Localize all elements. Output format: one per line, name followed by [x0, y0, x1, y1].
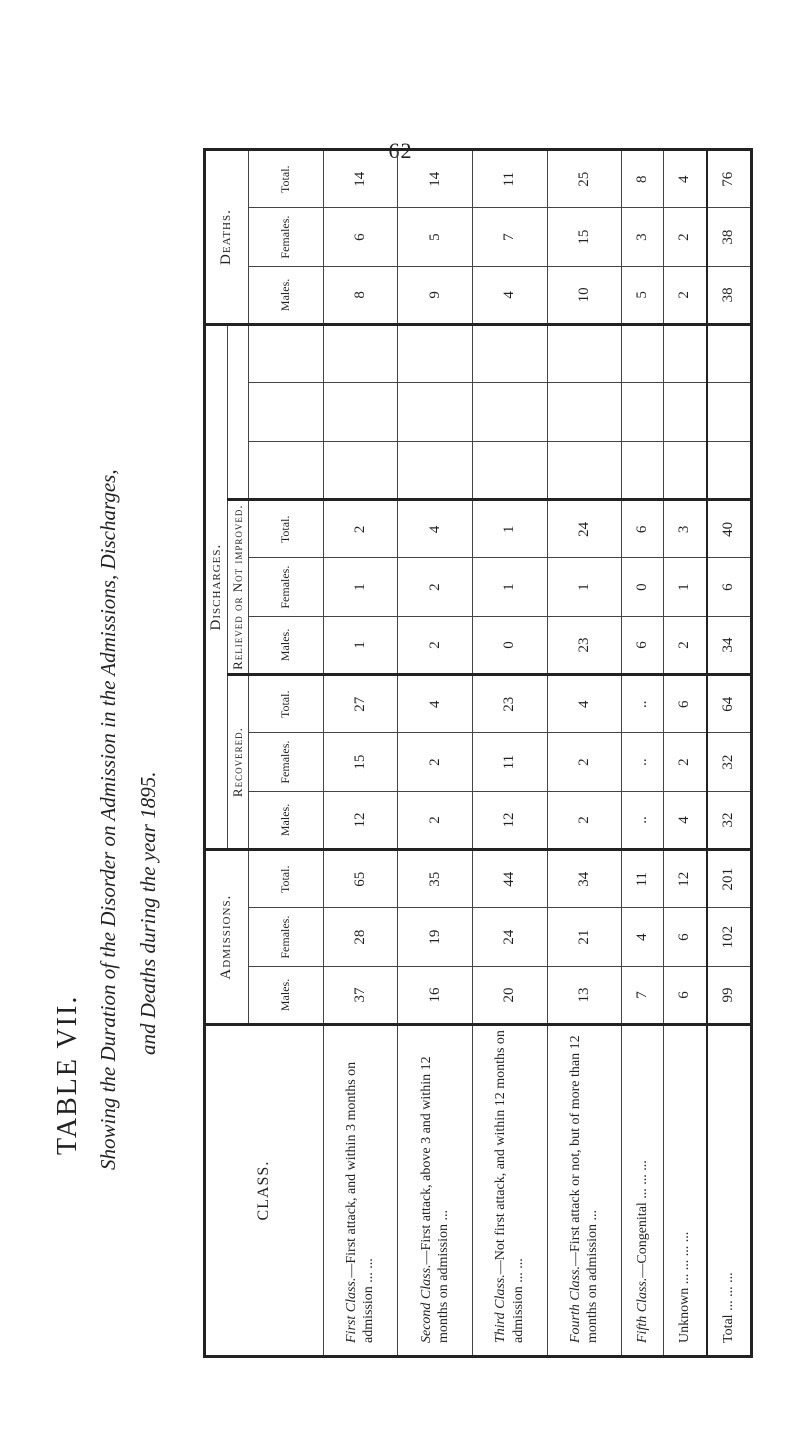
deaths-males-label: Males.: [248, 266, 323, 324]
recovered-total-value: 64: [707, 675, 752, 733]
discharges-blank-cell: [547, 383, 622, 441]
discharges-blank-cell: [707, 441, 752, 499]
relieved-total-value: 24: [547, 500, 622, 558]
relieved-males-value: 6: [622, 616, 664, 674]
discharges-blank-cell: [248, 325, 323, 383]
class-name: Third Class.: [493, 1274, 509, 1343]
class-cell: [398, 1025, 473, 1357]
deaths-males-value: 2: [664, 266, 707, 324]
recovered-females-value: 2: [547, 733, 622, 791]
relieved-total-value: 2: [323, 500, 398, 558]
discharges-header: Discharges.: [205, 325, 228, 850]
admissions-males-value: 13: [547, 966, 622, 1024]
deaths-females-value: 2: [664, 208, 707, 266]
relieved-total-value: 1: [472, 500, 547, 558]
class-description: —Not first attack, and within 12 months on admission ... ...: [493, 1030, 526, 1343]
deaths-males-value: 4: [472, 266, 547, 324]
admissions-males-value: 20: [472, 966, 547, 1024]
statistics-table: [203, 148, 753, 1358]
relieved-males-label: Males.: [248, 616, 323, 674]
admissions-females-value: 6: [664, 908, 707, 966]
table-row: [547, 150, 622, 1357]
deaths-total-value: 14: [398, 150, 473, 208]
admissions-males-value: 16: [398, 966, 473, 1024]
deaths-males-value: 9: [398, 266, 473, 324]
recovered-females-label: Females.: [248, 733, 323, 791]
discharges-blank-cell: [323, 441, 398, 499]
discharges-blank-cell: [472, 383, 547, 441]
discharges-blank-cell: [472, 441, 547, 499]
class-description: —Congenital ... ... ...: [634, 1160, 650, 1278]
discharges-blank-cell: [398, 383, 473, 441]
class-header: CLASS.: [205, 1025, 324, 1357]
admissions-total-value: 34: [547, 850, 622, 908]
relieved-males-value: 23: [547, 616, 622, 674]
admissions-females-value: 24: [472, 908, 547, 966]
relieved-females-value: 1: [323, 558, 398, 616]
recovered-total-value: ..: [622, 675, 664, 733]
discharges-blank-cell: [664, 325, 707, 383]
relieved-females-value: 6: [707, 558, 752, 616]
discharges-blank-cell: [707, 383, 752, 441]
recovered-females-value: 11: [472, 733, 547, 791]
table-row: [323, 150, 398, 1357]
table-row: [664, 150, 707, 1357]
relieved-males-value: 2: [398, 616, 473, 674]
recovered-total-value: 4: [398, 675, 473, 733]
discharges-blank-cell: [547, 441, 622, 499]
relieved-total-value: 4: [398, 500, 473, 558]
relieved-males-value: 0: [472, 616, 547, 674]
deaths-females-value: 38: [707, 208, 752, 266]
admissions-total-value: 35: [398, 850, 473, 908]
class-description: Unknown ... ... ... ...: [677, 1231, 693, 1343]
recovered-males-value: ..: [622, 791, 664, 849]
deaths-females-value: 15: [547, 208, 622, 266]
relieved-total-value: 3: [664, 500, 707, 558]
deaths-total-value: 8: [622, 150, 664, 208]
class-cell: [664, 1025, 707, 1357]
class-name: Second Class.: [418, 1264, 434, 1343]
recovered-males-value: 12: [323, 791, 398, 849]
relieved-total-label: Total.: [248, 500, 323, 558]
class-description: —First attack, above 3 and within 12 months on admission ...: [418, 1056, 452, 1343]
discharges-blank-cell: [323, 383, 398, 441]
recovered-males-value: 2: [398, 791, 473, 849]
admissions-total-label: Total.: [248, 850, 323, 908]
discharges-blank-cell: [248, 383, 323, 441]
page-number: 62: [388, 138, 413, 163]
deaths-females-value: 3: [622, 208, 664, 266]
deaths-males-value: 38: [707, 266, 752, 324]
table-title: TABLE VII.: [52, 994, 83, 1155]
discharges-blank-cell: [398, 325, 473, 383]
admissions-total-value: 201: [707, 850, 752, 908]
class-description: —First attack, and within 3 months on admission ... ...: [343, 1061, 377, 1343]
class-cell: [622, 1025, 664, 1357]
admissions-total-value: 11: [622, 850, 664, 908]
deaths-total-value: 4: [664, 150, 707, 208]
recovered-males-value: 4: [664, 791, 707, 849]
discharges-blank-cell: [622, 441, 664, 499]
table-subtitle-line1: Showing the Duration of the Disorder on Admission in the Admissions, Discharges,: [96, 469, 120, 1170]
recovered-total-value: 4: [547, 675, 622, 733]
class-cell: [323, 1025, 398, 1357]
relieved-females-label: Females.: [248, 558, 323, 616]
recovered-females-value: 2: [664, 733, 707, 791]
deaths-females-value: 5: [398, 208, 473, 266]
table-row: [472, 150, 547, 1357]
discharges-blank-cell: [472, 325, 547, 383]
recovered-total-label: Total.: [248, 675, 323, 733]
admissions-females-value: 28: [323, 908, 398, 966]
deaths-total-label: Total.: [248, 150, 323, 208]
class-name: Fifth Class.: [634, 1277, 650, 1343]
table-row: [398, 150, 473, 1357]
admissions-females-label: Females.: [248, 908, 323, 966]
class-cell: [472, 1025, 547, 1357]
admissions-males-value: 37: [323, 966, 398, 1024]
relieved-males-value: 1: [323, 616, 398, 674]
deaths-total-value: 25: [547, 150, 622, 208]
recovered-females-value: 15: [323, 733, 398, 791]
deaths-total-value: 76: [707, 150, 752, 208]
recovered-total-value: 27: [323, 675, 398, 733]
admissions-total-value: 44: [472, 850, 547, 908]
recovered-males-value: 12: [472, 791, 547, 849]
relieved-females-value: 1: [547, 558, 622, 616]
admissions-females-value: 19: [398, 908, 473, 966]
recovered-header: Recovered.: [228, 675, 249, 850]
discharges-blank-cell: [622, 383, 664, 441]
class-description: —First attack or not, but of more than 12 months on admission ...: [567, 1035, 601, 1343]
admissions-total-value: 65: [323, 850, 398, 908]
recovered-males-label: Males.: [248, 791, 323, 849]
admissions-males-value: 99: [707, 966, 752, 1024]
discharges-blank-cell: [664, 441, 707, 499]
deaths-males-value: 5: [622, 266, 664, 324]
discharges-blank-cell: [398, 441, 473, 499]
class-name: First Class.: [343, 1277, 359, 1343]
discharges-blank-cell: [707, 325, 752, 383]
class-description: Total ... ... ...: [721, 1272, 737, 1343]
discharges-blank-cell: [664, 383, 707, 441]
admissions-females-value: 4: [622, 908, 664, 966]
admissions-header: Admissions.: [205, 850, 249, 1025]
recovered-females-value: 2: [398, 733, 473, 791]
relieved-females-value: 1: [472, 558, 547, 616]
admissions-males-label: Males.: [248, 966, 323, 1024]
table-body: [323, 150, 751, 1357]
deaths-females-value: 6: [323, 208, 398, 266]
deaths-females-label: Females.: [248, 208, 323, 266]
recovered-total-value: 6: [664, 675, 707, 733]
class-name: Fourth Class.: [567, 1265, 583, 1343]
deaths-males-value: 10: [547, 266, 622, 324]
admissions-total-value: 12: [664, 850, 707, 908]
table-row: [622, 150, 664, 1357]
discharges-blank-cell: [248, 441, 323, 499]
recovered-females-value: 32: [707, 733, 752, 791]
recovered-males-value: 2: [547, 791, 622, 849]
deaths-header: Deaths.: [205, 150, 249, 325]
table-row: [707, 150, 752, 1357]
relieved-total-value: 40: [707, 500, 752, 558]
recovered-total-value: 23: [472, 675, 547, 733]
admissions-males-value: 6: [664, 966, 707, 1024]
statistics-table-container: [203, 148, 753, 1358]
deaths-males-value: 8: [323, 266, 398, 324]
deaths-females-value: 7: [472, 208, 547, 266]
admissions-females-value: 21: [547, 908, 622, 966]
admissions-females-value: 102: [707, 908, 752, 966]
deaths-total-value: 14: [323, 150, 398, 208]
relieved-females-value: 1: [664, 558, 707, 616]
relieved-females-value: 0: [622, 558, 664, 616]
discharges-blank-cell: [622, 325, 664, 383]
admissions-males-value: 7: [622, 966, 664, 1024]
relieved-total-value: 6: [622, 500, 664, 558]
deaths-total-value: 11: [472, 150, 547, 208]
discharges-spacer: [228, 325, 249, 500]
relieved-males-value: 2: [664, 616, 707, 674]
class-cell: [547, 1025, 622, 1357]
discharges-blank-cell: [323, 325, 398, 383]
class-cell: [707, 1025, 752, 1357]
recovered-females-value: ..: [622, 733, 664, 791]
table-subtitle-line2: and Deaths during the year 1895.: [136, 771, 160, 1055]
relieved-header: Relieved or Not improved.: [228, 500, 249, 675]
relieved-females-value: 2: [398, 558, 473, 616]
discharges-blank-cell: [547, 325, 622, 383]
relieved-males-value: 34: [707, 616, 752, 674]
recovered-males-value: 32: [707, 791, 752, 849]
